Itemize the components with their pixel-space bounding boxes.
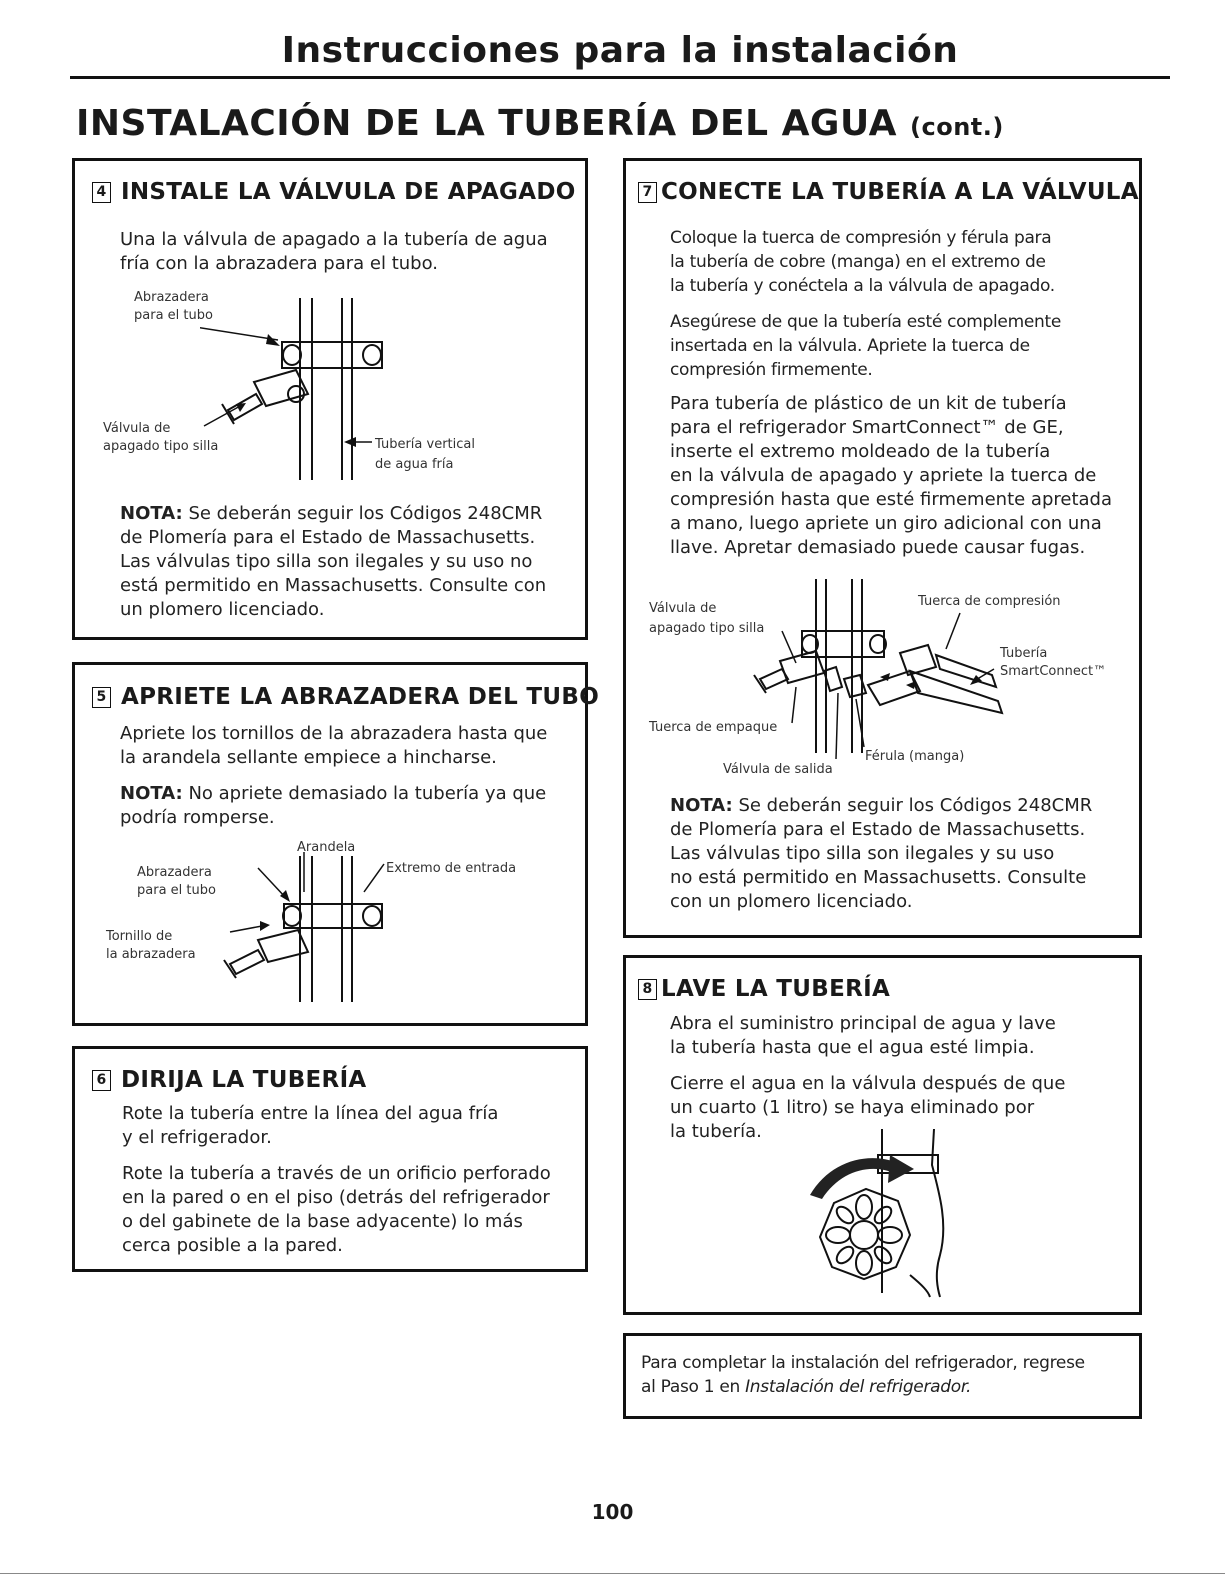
step-7-note-1: [670, 794, 1092, 818]
step-5-note-label: NOTA:: [120, 783, 183, 804]
header-rule: [70, 76, 1170, 79]
step-7-title-text: CONECTE LA TUBERÍA A LA VÁLVULA: [661, 179, 1139, 205]
completion-line-2: [641, 1375, 971, 1399]
step-7-label-tube-1: Tubería: [1000, 646, 1048, 661]
step-7-p2-1: Asegúrese de que la tubería esté complemente: [670, 312, 1061, 332]
step-7-label-tube-2: SmartConnect™: [1000, 664, 1107, 679]
step-5-body-1: Apriete los tornillos de la abrazadera hasta que: [120, 723, 548, 744]
step-7-p3-4: en la válvula de apagado y apriete la tuerca de: [670, 465, 1097, 486]
step-6-body-5: o del gabinete de la base adyacente) lo más: [122, 1211, 523, 1232]
step-4-label-clamp-1: Abrazadera: [134, 290, 209, 305]
step-7-p3-5: compresión hasta que esté firmemente apretada: [670, 489, 1113, 510]
step-4-label-pipe-2: de agua fría: [375, 457, 454, 472]
step-7-label-valve-1: Válvula de: [649, 601, 717, 616]
step-6-body-1: Rote la tubería entre la línea del agua fría: [122, 1103, 499, 1124]
step-6-body-4: en la pared o en el piso (detrás del refrigerador: [122, 1187, 550, 1208]
step-5-label-clamp-1: Abrazadera: [137, 865, 212, 880]
step-7-note-label: NOTA:: [670, 795, 733, 816]
step-7-p3-3: inserte el extremo moldeado de la tubería: [670, 441, 1051, 462]
step-6-title: [92, 1067, 367, 1093]
step-5-body-2: la arandela sellante empiece a hincharse.: [120, 747, 497, 768]
step-8-body-2: la tubería hasta que el agua esté limpia.: [670, 1037, 1035, 1058]
step-6-body-3: Rote la tubería a través de un orificio perforado: [122, 1163, 551, 1184]
step-7-p3-7: llave. Apretar demasiado puede causar fugas.: [670, 537, 1086, 558]
step-8-body-4: un cuarto (1 litro) se haya eliminado por: [670, 1097, 1035, 1118]
step-7-label-packing: Tuerca de empaque: [649, 720, 778, 735]
step-7-note-3: Las válvulas tipo silla son ilegales y su uso: [670, 843, 1055, 864]
step-5-label-screw-1: Tornillo de: [106, 929, 173, 944]
step-7-p3-1: Para tubería de plástico de un kit de tubería: [670, 393, 1067, 414]
step-4-title-text: INSTALE LA VÁLVULA DE APAGADO: [121, 179, 576, 205]
step-4-label-valve-1: Válvula de: [103, 421, 171, 436]
step-4-label-pipe-1: Tubería vertical: [375, 437, 475, 452]
step-5-note-1: [120, 782, 546, 806]
pipe-clamp-illustration: [200, 852, 400, 1008]
step-4-body-2: fría con la abrazadera para el tubo.: [120, 253, 439, 274]
section-title-text: INSTALACIÓN DE LA TUBERÍA DEL AGUA: [76, 103, 897, 144]
step-8-body-3: Cierre el agua en la válvula después de que: [670, 1073, 1066, 1094]
step-4-note-2: de Plomería para el Estado de Massachusetts.: [120, 527, 536, 548]
step-7-p2-3: compresión firmemente.: [670, 360, 873, 380]
saddle-valve-illustration: [200, 290, 400, 490]
step-4-note-1: [120, 502, 542, 526]
valve-connection-illustration: [740, 575, 1040, 765]
step-7-p1-3: la tubería y conéctela a la válvula de apagado.: [670, 276, 1055, 296]
step-8-body-5: la tubería.: [670, 1121, 762, 1142]
completion-line-2-prefix: al Paso 1 en: [641, 1377, 746, 1397]
step-7-title: [638, 179, 1139, 205]
step-7-note-2: de Plomería para el Estado de Massachusetts.: [670, 819, 1086, 840]
step-4-note-4: está permitido en Massachusetts. Consulte con: [120, 575, 547, 596]
completion-line-2-link-text: Instalación del refrigerador.: [745, 1377, 972, 1397]
step-7-label-valve-2: apagado tipo silla: [649, 621, 765, 636]
step-6-body-2: y el refrigerador.: [122, 1127, 272, 1148]
step-4-note-1-text: Se deberán seguir los Códigos 248CMR: [182, 503, 543, 524]
step-7-p1-1: Coloque la tuerca de compresión y férula para: [670, 228, 1052, 248]
step-7-note-1-text: Se deberán seguir los Códigos 248CMR: [732, 795, 1093, 816]
bottom-rule: [0, 1573, 1225, 1574]
step-5-label-clamp-2: para el tubo: [137, 883, 216, 898]
step-5-note-2: podría romperse.: [120, 807, 275, 828]
step-4-note-label: NOTA:: [120, 503, 183, 524]
step-4-label-clamp-2: para el tubo: [134, 308, 213, 323]
step-8-body-1: Abra el suministro principal de agua y lave: [670, 1013, 1056, 1034]
step-8-title-text: LAVE LA TUBERÍA: [661, 976, 891, 1002]
step-5-label-inlet: Extremo de entrada: [386, 861, 517, 876]
step-4-number: 4: [92, 182, 111, 203]
step-8-title: [638, 976, 890, 1002]
step-7-p3-2: para el refrigerador SmartConnect™ de GE,: [670, 417, 1064, 438]
step-7-number: 7: [638, 182, 657, 203]
step-4-body-1: Una la válvula de apagado a la tubería de agua: [120, 229, 548, 250]
step-5-note-1-text: No apriete demasiado la tubería ya que: [182, 783, 547, 804]
step-7-p1-2: la tubería de cobre (manga) en el extremo de: [670, 252, 1046, 272]
valve-handle-illustration: [790, 1125, 970, 1305]
step-5-title-text: APRIETE LA ABRAZADERA DEL TUBO: [121, 684, 600, 710]
step-5-label-screw-2: la abrazadera: [106, 947, 196, 962]
step-7-label-outlet: Válvula de salida: [723, 762, 833, 777]
step-6-body-6: cerca posible a la pared.: [122, 1235, 343, 1256]
step-4-label-valve-2: apagado tipo silla: [103, 439, 219, 454]
step-5-label-washer: Arandela: [297, 840, 356, 855]
completion-line-1: Para completar la instalación del refrigerador, regrese: [641, 1353, 1085, 1373]
step-7-note-5: con un plomero licenciado.: [670, 891, 913, 912]
step-5-title: [92, 684, 599, 710]
step-4-note-3: Las válvulas tipo silla son ilegales y su uso no: [120, 551, 533, 572]
step-6-number: 6: [92, 1070, 111, 1091]
step-7-note-4: no está permitido en Massachusetts. Consulte: [670, 867, 1087, 888]
step-5-number: 5: [92, 687, 111, 708]
step-7-label-ferrule: Férula (manga): [865, 749, 965, 764]
step-4-note-5: un plomero licenciado.: [120, 599, 325, 620]
step-8-number: 8: [638, 979, 657, 1000]
step-6-title-text: DIRIJA LA TUBERÍA: [121, 1067, 367, 1093]
step-4-title: [92, 179, 576, 205]
step-7-p3-6: a mano, luego apriete un giro adicional con una: [670, 513, 1102, 534]
page-header: Instrucciones para la instalación: [281, 30, 959, 71]
section-title: [76, 103, 1004, 144]
step-7-label-nut: Tuerca de compresión: [918, 594, 1061, 609]
step-7-p2-2: insertada en la válvula. Apriete la tuerca de: [670, 336, 1030, 356]
section-title-suffix: (cont.): [910, 113, 1004, 141]
page-number: 100: [591, 1500, 634, 1524]
